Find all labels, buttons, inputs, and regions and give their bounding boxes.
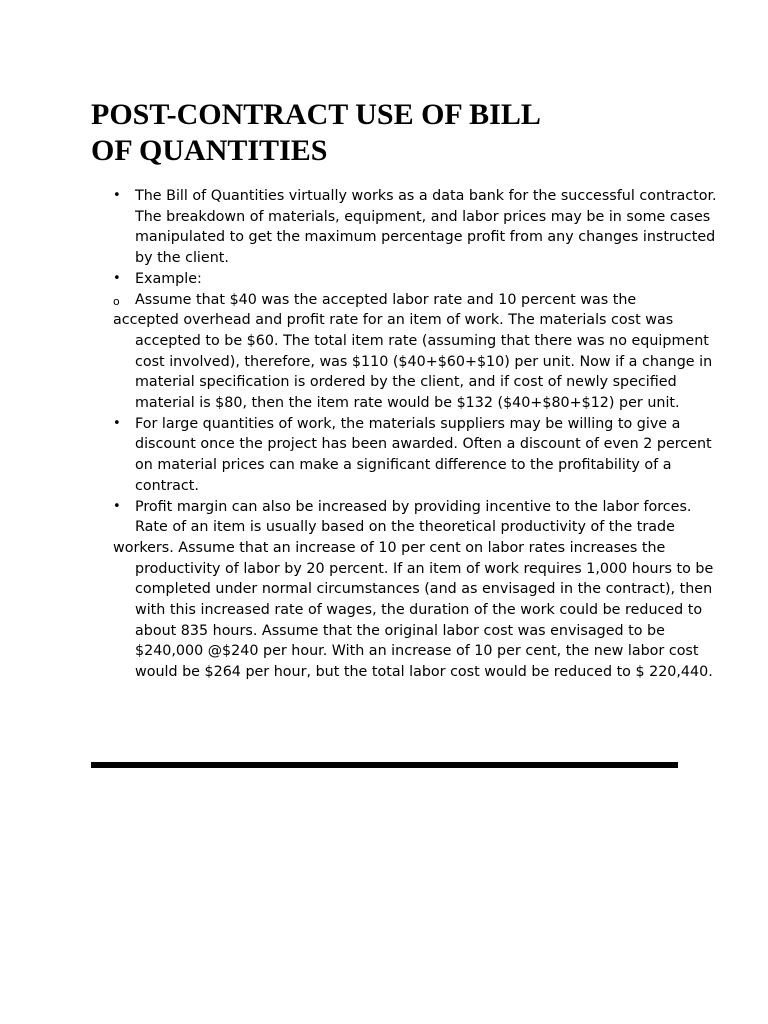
text-line: Profit margin can also be increased by providing incentive to the labor forces. bbox=[135, 498, 692, 515]
text-line: material is $80, then the item rate would be $132 ($40+$80+$12) per unit. bbox=[135, 395, 680, 412]
text-line: The breakdown of materials, equipment, and labor prices may be in some cases bbox=[135, 208, 711, 225]
text-line: contract. bbox=[135, 477, 199, 494]
bullet-marker: • bbox=[113, 188, 121, 203]
bullet-paragraph-1 bbox=[113, 186, 717, 269]
text-line: discount once the project has been awarded. Often a discount of even 2 percent bbox=[135, 436, 712, 453]
title-line-1: POST-CONTRACT USE OF BILL bbox=[91, 98, 541, 131]
sub-bullet-paragraph bbox=[113, 290, 713, 414]
bullet-paragraph-3 bbox=[113, 414, 712, 497]
text-line: For large quantities of work, the materials suppliers may be willing to give a bbox=[135, 415, 681, 432]
bullet-marker: • bbox=[113, 498, 121, 514]
text-line: cost involved), therefore, was $110 ($40+$60+$10) per unit. Now if a change in bbox=[135, 353, 713, 370]
text-line: manipulated to get the maximum percentage profit from any changes instructed bbox=[135, 229, 716, 246]
text-line: workers. Assume that an increase of 10 per cent on labor rates increases the bbox=[113, 539, 666, 556]
text-line: accepted overhead and profit rate for an item of work. The materials cost was bbox=[113, 312, 674, 329]
text-line: productivity of labor by 20 percent. If an item of work requires 1,000 hours to be bbox=[135, 560, 714, 577]
text-line: Example: bbox=[135, 270, 202, 287]
text-line: by the client. bbox=[135, 250, 229, 267]
text-line: The Bill of Quantities virtually works as a data bank for the successful contractor. bbox=[135, 188, 717, 204]
text-line: accepted to be $60. The total item rate (assuming that there was no equipment bbox=[135, 332, 709, 349]
text-line: $240,000 @$240 per hour. With an increase of 10 per cent, the new labor cost bbox=[135, 643, 699, 660]
text-line: completed under normal circumstances (and as envisaged in the contract), then bbox=[135, 581, 713, 598]
text-line: with this increased rate of wages, the duration of the work could be reduced to bbox=[135, 602, 703, 619]
horizontal-rule bbox=[91, 762, 678, 768]
sub-bullet-marker: o bbox=[113, 294, 120, 308]
text-line: Assume that $40 was the accepted labor rate and 10 percent was the bbox=[135, 291, 637, 308]
text-line: would be $264 per hour, but the total labor cost would be reduced to $ 220,440. bbox=[135, 664, 713, 681]
text-line: on material prices can make a significant difference to the profitability of a bbox=[135, 457, 672, 474]
bullet-marker: • bbox=[113, 270, 121, 286]
body-text bbox=[113, 186, 717, 683]
bullet-paragraph-2 bbox=[113, 269, 683, 290]
title-line-2: OF QUANTITIES bbox=[91, 134, 328, 167]
text-line: Rate of an item is usually based on the theoretical productivity of the trade bbox=[135, 519, 675, 536]
text-line: about 835 hours. Assume that the original labor cost was envisaged to be bbox=[135, 622, 665, 639]
page-title bbox=[91, 97, 651, 169]
bullet-marker: • bbox=[113, 415, 121, 431]
bullet-paragraph-4 bbox=[113, 497, 714, 683]
text-line: material specification is ordered by the client, and if cost of newly specified bbox=[135, 374, 677, 391]
